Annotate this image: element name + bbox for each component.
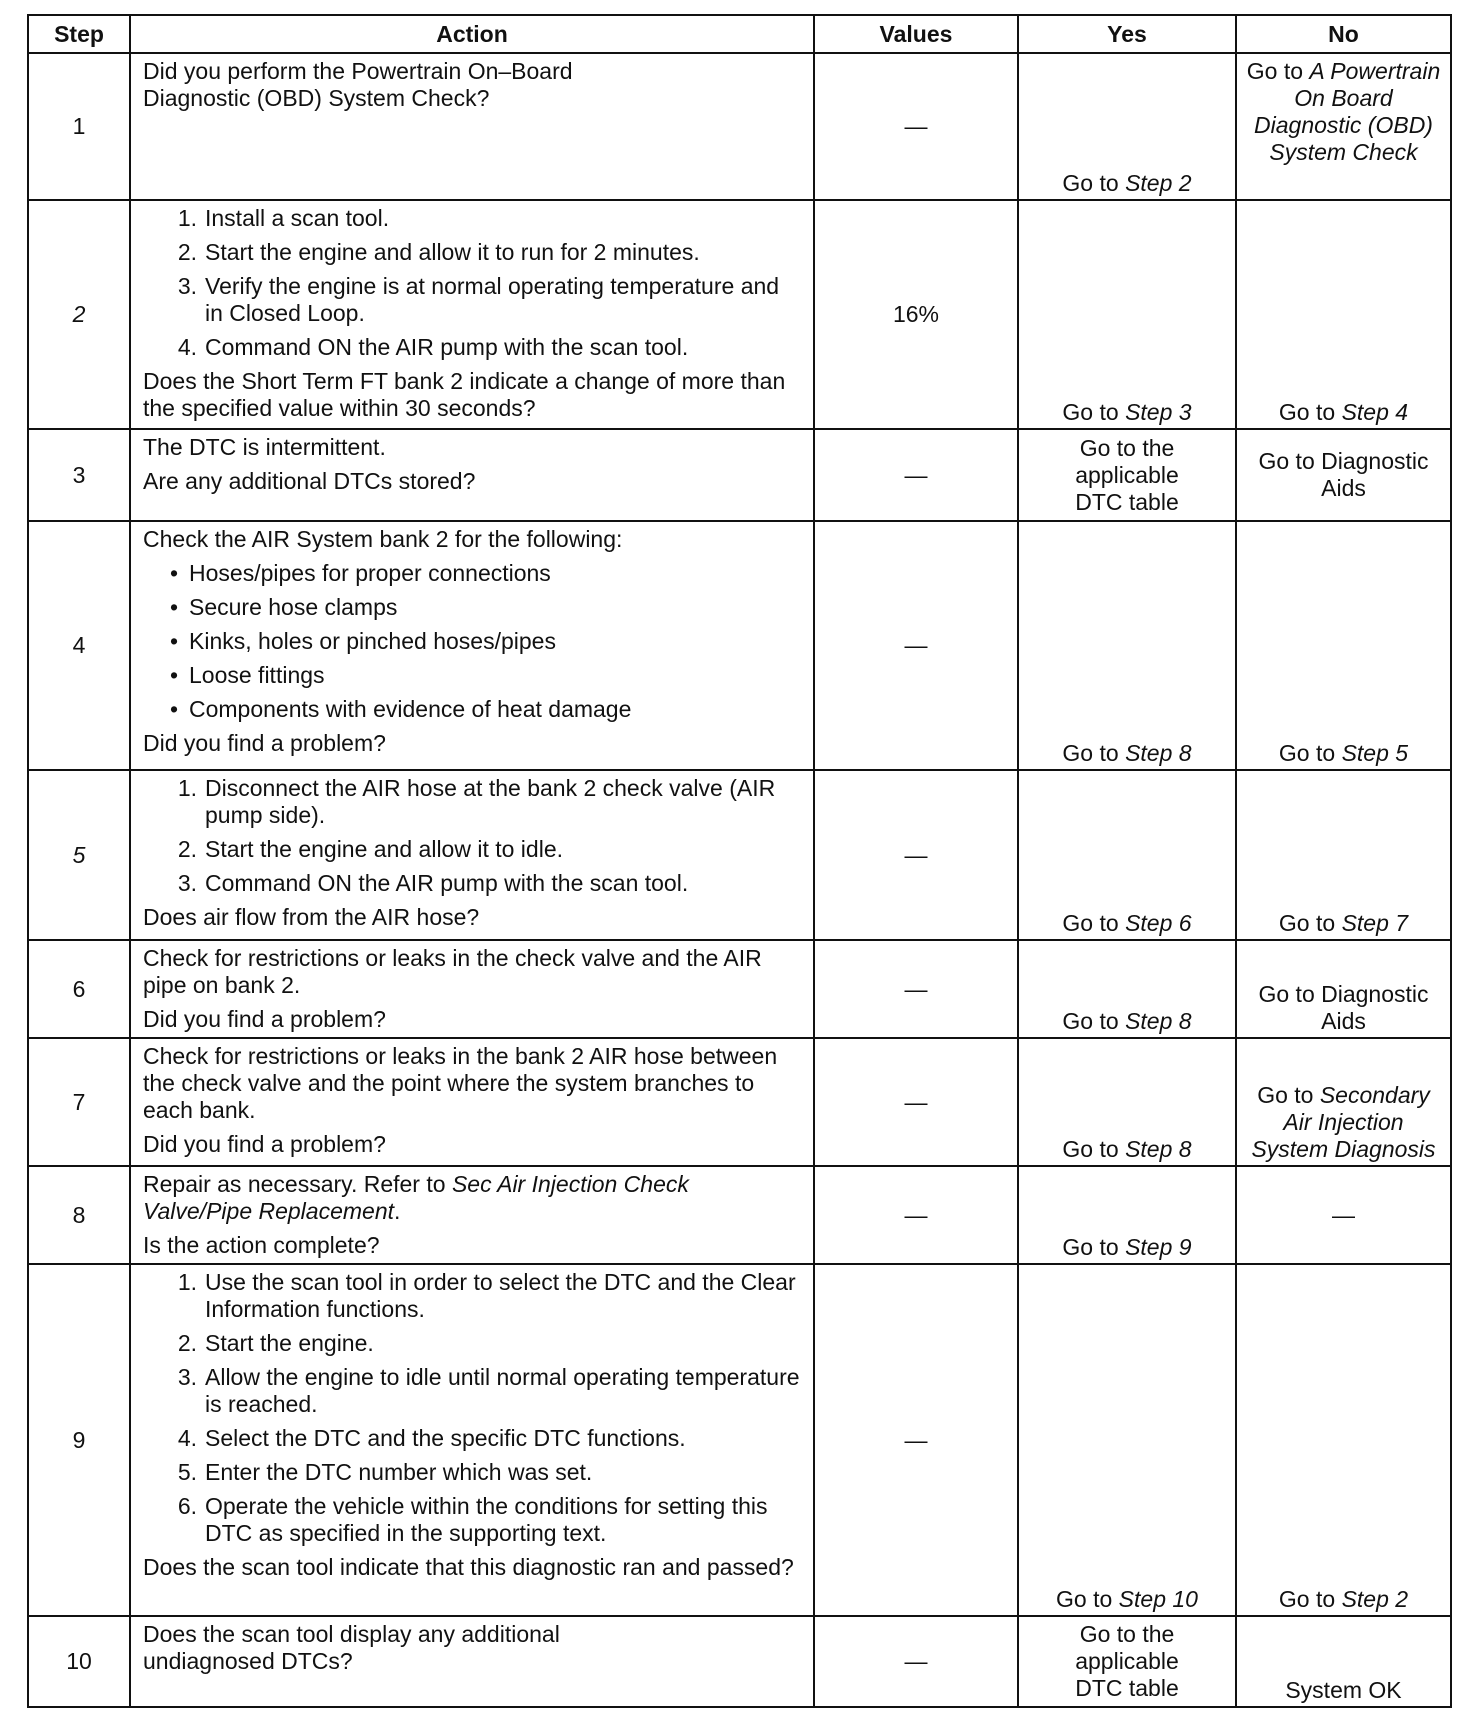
yes-cell[interactable] (1018, 770, 1236, 940)
no-prefix: Go to (1257, 1082, 1320, 1108)
table-row (28, 521, 1451, 770)
action-intro: Does the scan tool display any additional undiagnosed DTCs? (143, 1621, 560, 1674)
list-number: 4. (177, 1425, 197, 1451)
list-item (163, 1330, 803, 1357)
yes-prefix: Go to (1062, 399, 1126, 425)
action-question: Does the Short Term FT bank 2 indicate a change of more than the specified value within 30 seconds? (143, 368, 786, 421)
action-cell (130, 521, 814, 770)
step-number: 8 (28, 1166, 130, 1264)
header-no: No (1236, 15, 1451, 53)
yes-link[interactable]: Step 8 (1125, 1136, 1192, 1162)
action-cell (130, 1038, 814, 1166)
table-row (28, 429, 1451, 521)
yes-cell[interactable] (1018, 940, 1236, 1038)
action-cell (130, 1616, 814, 1707)
no-link[interactable]: Step 4 (1341, 399, 1409, 425)
step-number: 6 (28, 940, 130, 1038)
list-number: 1. (177, 775, 197, 801)
list-number: 3. (177, 870, 197, 896)
list-item (159, 696, 803, 723)
list-number: 3. (177, 1364, 197, 1390)
list-text: Components with evidence of heat damage (189, 696, 632, 722)
list-text: Command ON the AIR pump with the scan tool. (205, 334, 689, 360)
yes-cell[interactable] (1018, 1166, 1236, 1264)
list-number: 6. (177, 1493, 197, 1519)
action-cell (130, 1264, 814, 1616)
value-cell: — (814, 770, 1018, 940)
intro-prefix: Repair as necessary. Refer to (143, 1171, 452, 1197)
no-link[interactable]: Secondary Air Injection System Diagnosis (1251, 1082, 1436, 1162)
list-item (163, 273, 803, 327)
yes-cell[interactable] (1018, 200, 1236, 429)
value-cell: — (814, 521, 1018, 770)
step-number: 1 (28, 53, 130, 200)
action-cell (130, 53, 814, 200)
list-item (163, 836, 803, 863)
list-number: 2. (177, 1330, 197, 1356)
list-item (159, 560, 803, 587)
list-item (163, 205, 803, 232)
list-item (159, 594, 803, 621)
table-row (28, 1264, 1451, 1616)
list-item (163, 239, 803, 266)
yes-prefix: Go to (1062, 740, 1126, 766)
yes-prefix: Go to (1062, 910, 1126, 936)
yes-prefix: Go to (1062, 1234, 1126, 1260)
no-cell[interactable] (1236, 1038, 1451, 1166)
value-cell: — (814, 429, 1018, 521)
numbered-list (143, 775, 803, 897)
yes-link[interactable]: Step 10 (1118, 1586, 1198, 1612)
bullet-icon: • (169, 560, 179, 586)
value-cell: — (814, 1616, 1018, 1707)
list-number: 3. (177, 273, 197, 299)
action-intro: Check for restrictions or leaks in the bank 2 AIR hose between the check valve and the point where the system branches to each bank. (143, 1043, 778, 1123)
list-number: 4. (177, 334, 197, 360)
list-text: Kinks, holes or pinched hoses/pipes (189, 628, 556, 654)
yes-cell[interactable] (1018, 1038, 1236, 1166)
step-number: 7 (28, 1038, 130, 1166)
table-row (28, 53, 1451, 200)
no-cell[interactable]: Go to Diagnostic Aids (1236, 429, 1451, 521)
value-cell: 16% (814, 200, 1018, 429)
intro-suffix: . (394, 1198, 401, 1224)
list-number: 2. (177, 836, 197, 862)
list-text: Verify the engine is at normal operating temperature and in Closed Loop. (205, 273, 780, 326)
list-text: Secure hose clamps (189, 594, 398, 620)
step-number: 9 (28, 1264, 130, 1616)
yes-link[interactable]: Step 2 (1125, 170, 1192, 196)
value-cell: — (814, 53, 1018, 200)
bullet-list (143, 560, 803, 723)
no-cell[interactable]: Go to Diagnostic Aids (1236, 940, 1451, 1038)
list-item (163, 1459, 803, 1486)
action-question: Does the scan tool indicate that this diagnostic ran and passed? (143, 1554, 794, 1580)
yes-link[interactable]: Step 9 (1125, 1234, 1192, 1260)
no-prefix: Go to (1278, 1586, 1342, 1612)
list-text: Select the DTC and the specific DTC functions. (205, 1425, 686, 1451)
list-number: 1. (177, 205, 197, 231)
list-text: Start the engine and allow it to run for 2 minutes. (205, 239, 700, 265)
yes-prefix: Go to (1056, 1586, 1119, 1612)
table-row (28, 940, 1451, 1038)
yes-link[interactable]: Step 8 (1125, 740, 1192, 766)
list-item (163, 775, 803, 829)
action-question: Does air flow from the AIR hose? (143, 904, 480, 930)
action-cell (130, 940, 814, 1038)
list-item (163, 1364, 803, 1418)
table-header-row (28, 15, 1451, 53)
list-text: Start the engine and allow it to idle. (205, 836, 564, 862)
action-question: Did you find a problem? (143, 730, 386, 756)
action-intro: Check the AIR System bank 2 for the following: (143, 526, 623, 552)
list-number: 5. (177, 1459, 197, 1485)
action-cell (130, 770, 814, 940)
step-number: 10 (28, 1616, 130, 1707)
list-item (159, 662, 803, 689)
bullet-icon: • (169, 594, 179, 620)
reference-link[interactable]: Sec Air Injection Check Valve/Pipe Replacement (143, 1171, 689, 1224)
list-text: Command ON the AIR pump with the scan tool. (205, 870, 689, 896)
header-yes: Yes (1018, 15, 1236, 53)
list-item (163, 1425, 803, 1452)
value-cell: — (814, 1038, 1018, 1166)
yes-prefix: Go to (1062, 170, 1126, 196)
no-cell[interactable] (1236, 1264, 1451, 1616)
bullet-icon: • (169, 696, 179, 722)
bullet-icon: • (169, 628, 179, 654)
yes-prefix: Go to (1062, 1008, 1126, 1034)
list-text: Hoses/pipes for proper connections (189, 560, 551, 586)
action-cell (130, 200, 814, 429)
no-link[interactable]: Step 2 (1341, 1586, 1409, 1612)
list-text: Enter the DTC number which was set. (205, 1459, 593, 1485)
list-text: Use the scan tool in order to select the DTC and the Clear Information functions. (205, 1269, 796, 1322)
action-question: Did you find a problem? (143, 1131, 386, 1157)
action-intro: Check for restrictions or leaks in the check valve and the AIR pipe on bank 2. (143, 945, 762, 998)
list-text: Start the engine. (205, 1330, 374, 1356)
list-item (163, 1269, 803, 1323)
no-cell[interactable] (1236, 200, 1451, 429)
table-row (28, 1038, 1451, 1166)
no-prefix: Go to (1278, 740, 1342, 766)
header-step: Step (28, 15, 130, 53)
action-intro (143, 1171, 803, 1225)
yes-cell[interactable]: Go to the applicable DTC table (1018, 1616, 1236, 1707)
no-prefix: Go to (1278, 910, 1342, 936)
list-item (163, 1493, 803, 1547)
numbered-list (143, 1269, 803, 1547)
list-text: Loose fittings (189, 662, 325, 688)
yes-link[interactable]: Step 6 (1125, 910, 1192, 936)
table-row (28, 200, 1451, 429)
step-number: 5 (28, 770, 130, 940)
value-cell: — (814, 1264, 1018, 1616)
step-number: 4 (28, 521, 130, 770)
no-cell[interactable] (1236, 770, 1451, 940)
no-cell[interactable] (1236, 53, 1451, 200)
action-question: Is the action complete? (143, 1232, 380, 1258)
yes-cell[interactable] (1018, 1264, 1236, 1616)
action-question: Are any additional DTCs stored? (143, 468, 476, 494)
table-row (28, 1616, 1451, 1707)
list-text: Allow the engine to idle until normal operating temperature is reached. (205, 1364, 800, 1417)
table-row (28, 770, 1451, 940)
action-question: Did you find a problem? (143, 1006, 386, 1032)
yes-prefix: Go to (1062, 1136, 1126, 1162)
header-values: Values (814, 15, 1018, 53)
action-cell (130, 1166, 814, 1264)
bullet-icon: • (169, 662, 179, 688)
no-prefix: Go to (1246, 58, 1310, 84)
diagnostic-table-wrapper (27, 14, 1450, 1708)
list-item (163, 870, 803, 897)
numbered-list (143, 205, 803, 361)
yes-cell[interactable] (1018, 53, 1236, 200)
table-row (28, 1166, 1451, 1264)
yes-link[interactable]: Step 3 (1125, 399, 1192, 425)
list-text: Install a scan tool. (205, 205, 390, 231)
value-cell: — (814, 1166, 1018, 1264)
no-cell: — (1236, 1166, 1451, 1264)
yes-cell[interactable]: Go to the applicable DTC table (1018, 429, 1236, 521)
list-text: Operate the vehicle within the conditions for setting this DTC as specified in the supporting text. (205, 1493, 768, 1546)
no-cell[interactable] (1236, 521, 1451, 770)
list-number: 1. (177, 1269, 197, 1295)
no-link[interactable]: A Powertrain On Board Diagnostic (OBD) System Check (1254, 58, 1441, 165)
list-text: Disconnect the AIR hose at the bank 2 check valve (AIR pump side). (205, 775, 776, 828)
diagnostic-table (27, 14, 1452, 1708)
value-cell: — (814, 940, 1018, 1038)
action-text: Did you perform the Powertrain On–Board Diagnostic (OBD) System Check? (143, 58, 573, 111)
no-cell: System OK (1236, 1616, 1451, 1707)
no-prefix: Go to (1278, 399, 1342, 425)
yes-cell[interactable] (1018, 521, 1236, 770)
no-link[interactable]: Step 5 (1341, 740, 1409, 766)
no-link[interactable]: Step 7 (1341, 910, 1409, 936)
action-cell (130, 429, 814, 521)
list-item (163, 334, 803, 361)
step-number: 2 (28, 200, 130, 429)
header-action: Action (130, 15, 814, 53)
action-intro: The DTC is intermittent. (143, 434, 386, 460)
yes-link[interactable]: Step 8 (1125, 1008, 1192, 1034)
list-number: 2. (177, 239, 197, 265)
step-number: 3 (28, 429, 130, 521)
list-item (159, 628, 803, 655)
